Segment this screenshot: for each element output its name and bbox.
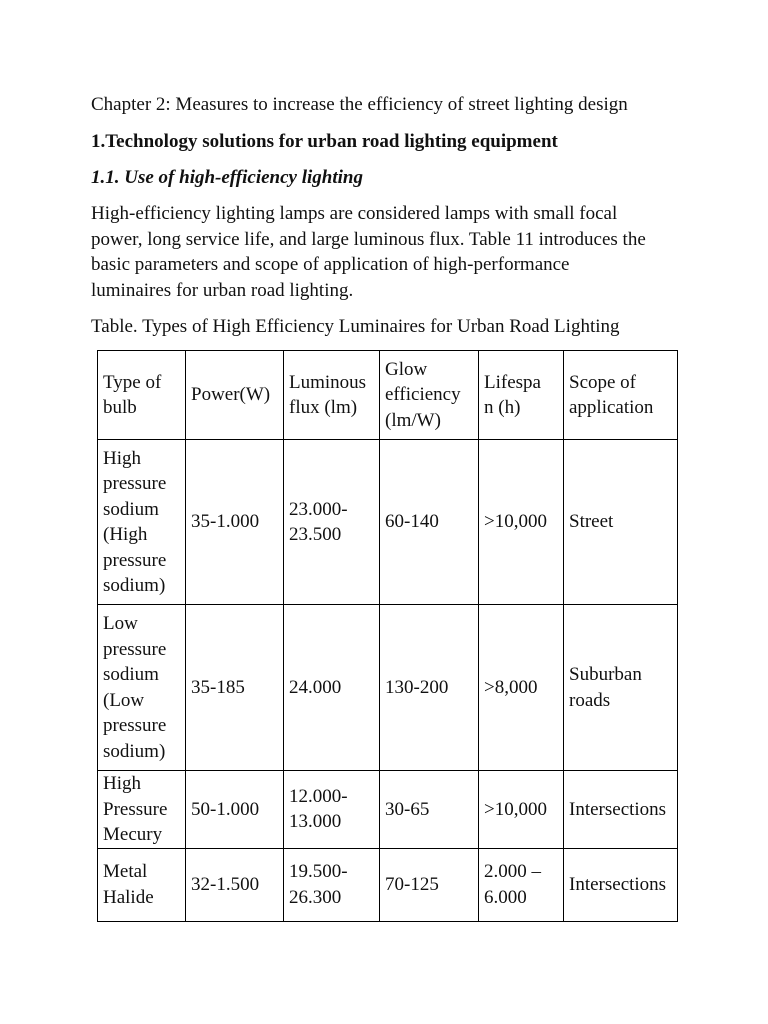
cell-scope: Suburban roads [564, 605, 678, 771]
cell-scope: Intersections [564, 771, 678, 849]
table-row [98, 848, 678, 921]
paragraph-line: basic parameters and scope of application of high-performance [91, 254, 570, 275]
table-row [98, 605, 678, 771]
paragraph-line: High-efficiency lighting lamps are considered lamps with small focal [91, 203, 618, 224]
subsection-heading: 1.1. Use of high-efficiency lighting [91, 167, 363, 188]
header-lifespan: Lifespa n (h) [479, 351, 564, 440]
table-row [98, 440, 678, 605]
cell-type: High Pressure Mecury [98, 771, 186, 849]
cell-power: 35-185 [186, 605, 284, 771]
cell-luminous-flux: 12.000- 13.000 [284, 771, 380, 849]
paragraph-line: power, long service life, and large luminous flux. Table 11 introduces the [91, 228, 646, 250]
cell-luminous-flux: 24.000 [284, 605, 380, 771]
cell-glow-efficiency: 30-65 [380, 771, 479, 849]
cell-type: Low pressure sodium (Low pressure sodium) [98, 605, 186, 771]
chapter-title: Chapter 2: Measures to increase the efficiency of street lighting design [91, 94, 628, 115]
cell-type: High pressure sodium (High pressure sodium) [98, 440, 186, 605]
cell-power: 32-1.500 [186, 848, 284, 921]
table-caption: Table. Types of High Efficiency Luminaires for Urban Road Lighting [91, 316, 620, 337]
cell-luminous-flux: 19.500- 26.300 [284, 848, 380, 921]
header-type-of-bulb: Type of bulb [98, 351, 186, 440]
cell-lifespan: >8,000 [479, 605, 564, 771]
header-power: Power(W) [186, 351, 284, 440]
cell-type: Metal Halide [98, 848, 186, 921]
table-row [98, 771, 678, 849]
cell-lifespan: >10,000 [479, 771, 564, 849]
section-heading: 1.Technology solutions for urban road lighting equipment [91, 131, 558, 152]
cell-power: 35-1.000 [186, 440, 284, 605]
header-luminous-flux: Luminous flux (lm) [284, 351, 380, 440]
cell-lifespan: >10,000 [479, 440, 564, 605]
cell-glow-efficiency: 60-140 [380, 440, 479, 605]
cell-scope: Intersections [564, 848, 678, 921]
body-paragraph [91, 201, 711, 303]
header-scope: Scope of application [564, 351, 678, 440]
cell-scope: Street [564, 440, 678, 605]
cell-luminous-flux: 23.000- 23.500 [284, 440, 380, 605]
paragraph-line: luminaires for urban road lighting. [91, 279, 354, 301]
table-header-row [98, 351, 678, 440]
luminaire-types-table [97, 350, 678, 922]
cell-power: 50-1.000 [186, 771, 284, 849]
cell-glow-efficiency: 130-200 [380, 605, 479, 771]
cell-glow-efficiency: 70-125 [380, 848, 479, 921]
header-glow-efficiency: Glow efficiency (lm/W) [380, 351, 479, 440]
cell-lifespan: 2.000 – 6.000 [479, 848, 564, 921]
